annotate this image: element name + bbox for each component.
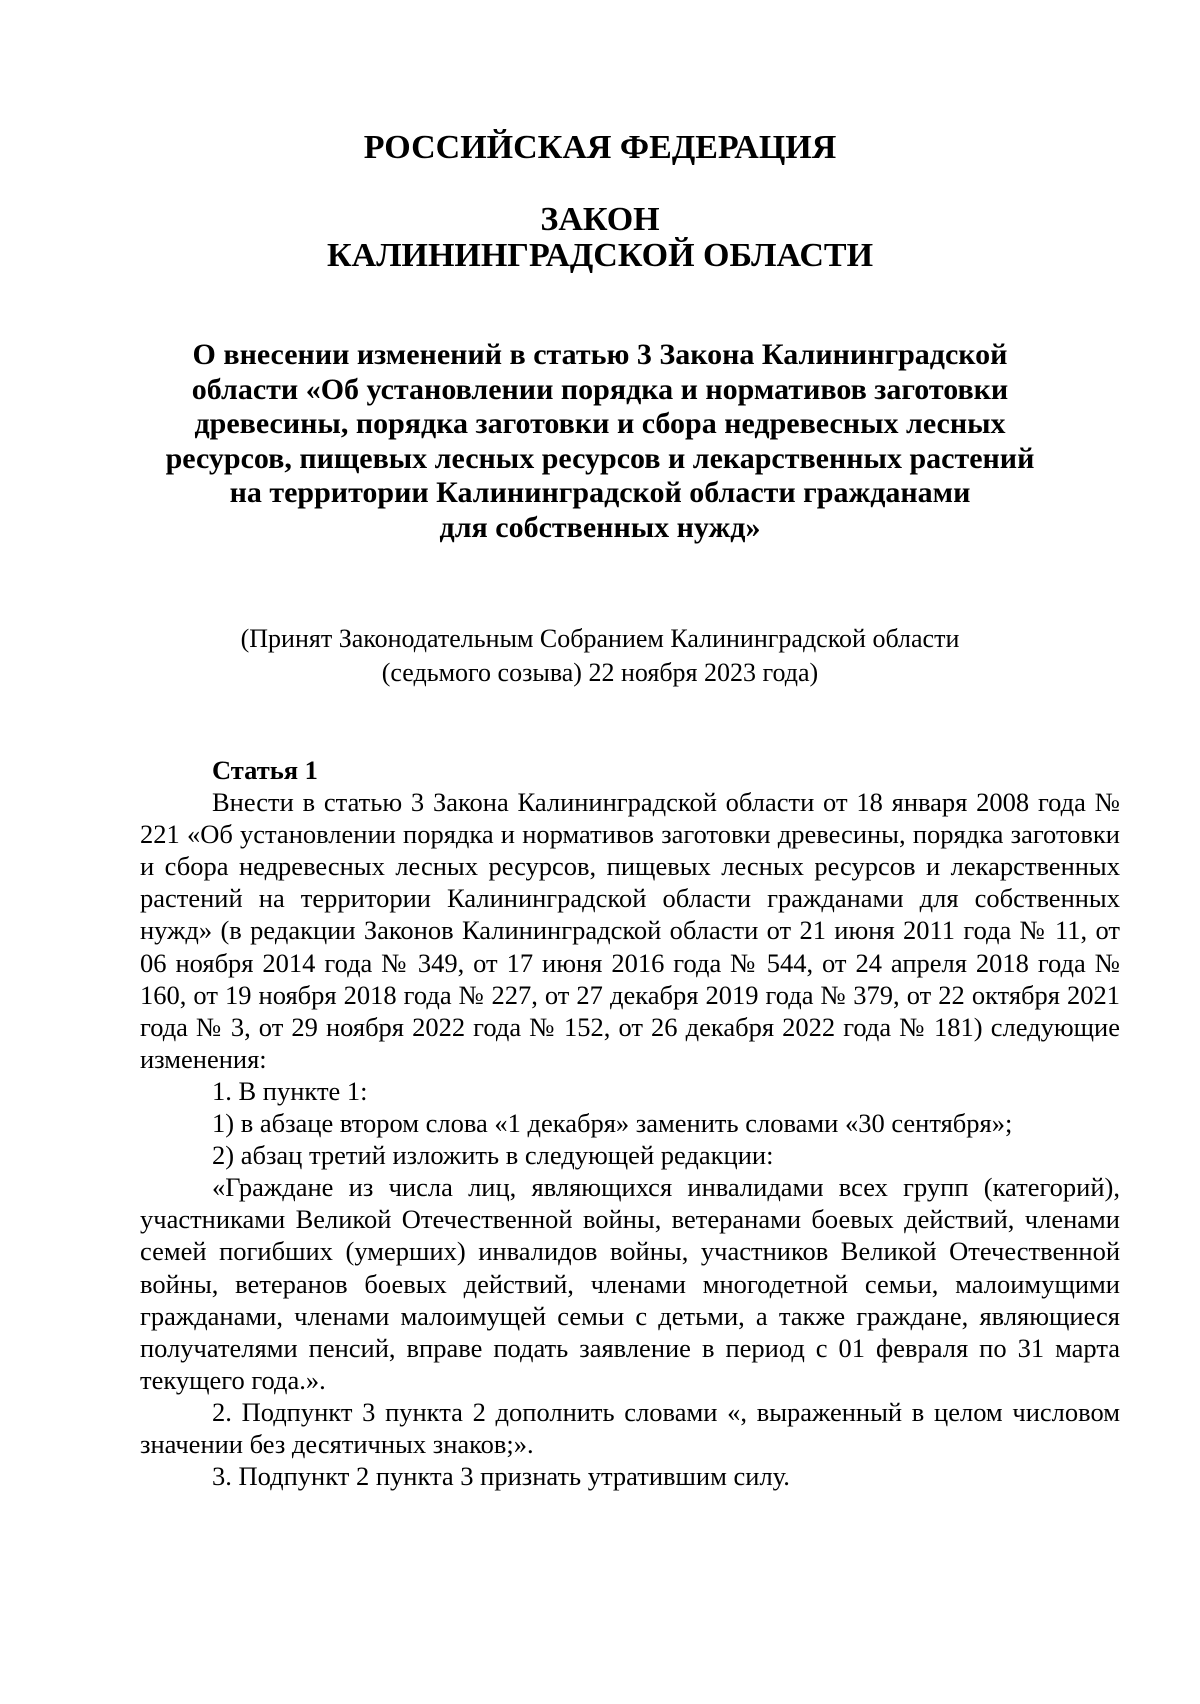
- law-title-line: ресурсов, пищевых лесных ресурсов и лекарственных растений: [165, 441, 1035, 475]
- article-paragraph: «Граждане из числа лиц, являющихся инвалидами всех групп (категорий), участниками Великой Отечественной войны, ветеранами боевых действий, членами семей погибших (умерших) инвалидов войны, участников Великой Отечественной войны, ветеранов боевых действий, членами многодетной семьи, малоимущими гражданами, членами малоимущей семьи с детьми, а также граждане, являющиеся получателями пенсий, вправе подать заявление в период с 01 февраля по 31 марта текущего года.».: [140, 1172, 1120, 1395]
- law-title: [0, 338, 1200, 545]
- article-1: [140, 754, 1120, 1492]
- law-title-line: для собственных нужд»: [439, 510, 761, 544]
- region-heading: КАЛИНИНГРАДСКОЙ ОБЛАСТИ: [326, 237, 874, 274]
- adoption-note-line: (Принят Законодательным Собранием Калининградской области: [240, 624, 960, 653]
- article-paragraph: 1. В пункте 1:: [212, 1075, 368, 1106]
- law-title-line: О внесении изменений в статью 3 Закона Калининградской: [192, 338, 1008, 371]
- law-title-line: древесины, порядка заготовки и сбора недревесных лесных: [194, 407, 1006, 440]
- article-paragraph: 1) в абзаце втором слова «1 декабря» заменить словами «30 сентября»;: [212, 1108, 1013, 1139]
- article-paragraph: Внести в статью 3 Закона Калининградской области от 18 января 2008 года № 221 «Об установлении порядка и нормативов заготовки древесины, порядка заготовки и сбора недревесных лесных ресурсов, пищевых лесных ресурсов и лекарственных растений на территории Калининградской области гражданами для собственных нужд» (в редакции Законов Калининградской области от 21 июня 2011 года № 11, от 06 ноября 2014 года № 349, от 17 июня 2016 года № 544, от 24 апреля 2018 года № 160, от 19 ноября 2018 года № 227, от 27 декабря 2019 года № 379, от 22 октября 2021 года № 3, от 29 ноября 2022 года № 152, от 26 декабря 2022 года № 181) следующие изменения:: [140, 787, 1120, 1074]
- doc-type-heading: ЗАКОН: [540, 201, 660, 238]
- law-title-line: области «Об установлении порядка и нормативов заготовки: [191, 372, 1009, 406]
- adoption-note: [0, 622, 1200, 690]
- federation-heading: РОССИЙСКАЯ ФЕДЕРАЦИЯ: [363, 129, 837, 166]
- article-heading: Статья 1: [212, 755, 318, 785]
- article-paragraph: 2) абзац третий изложить в следующей редакции:: [212, 1140, 774, 1171]
- article-paragraph: 2. Подпункт 3 пункта 2 дополнить словами «, выраженный в целом числовом значении без десятичных знаков;».: [140, 1396, 1120, 1459]
- law-title-line: на территории Калининградской области гражданами: [229, 476, 971, 509]
- adoption-note-line: (седьмого созыва) 22 ноября 2023 года): [381, 658, 819, 687]
- article-paragraph: 3. Подпункт 2 пункта 3 признать утратившим силу.: [212, 1461, 790, 1492]
